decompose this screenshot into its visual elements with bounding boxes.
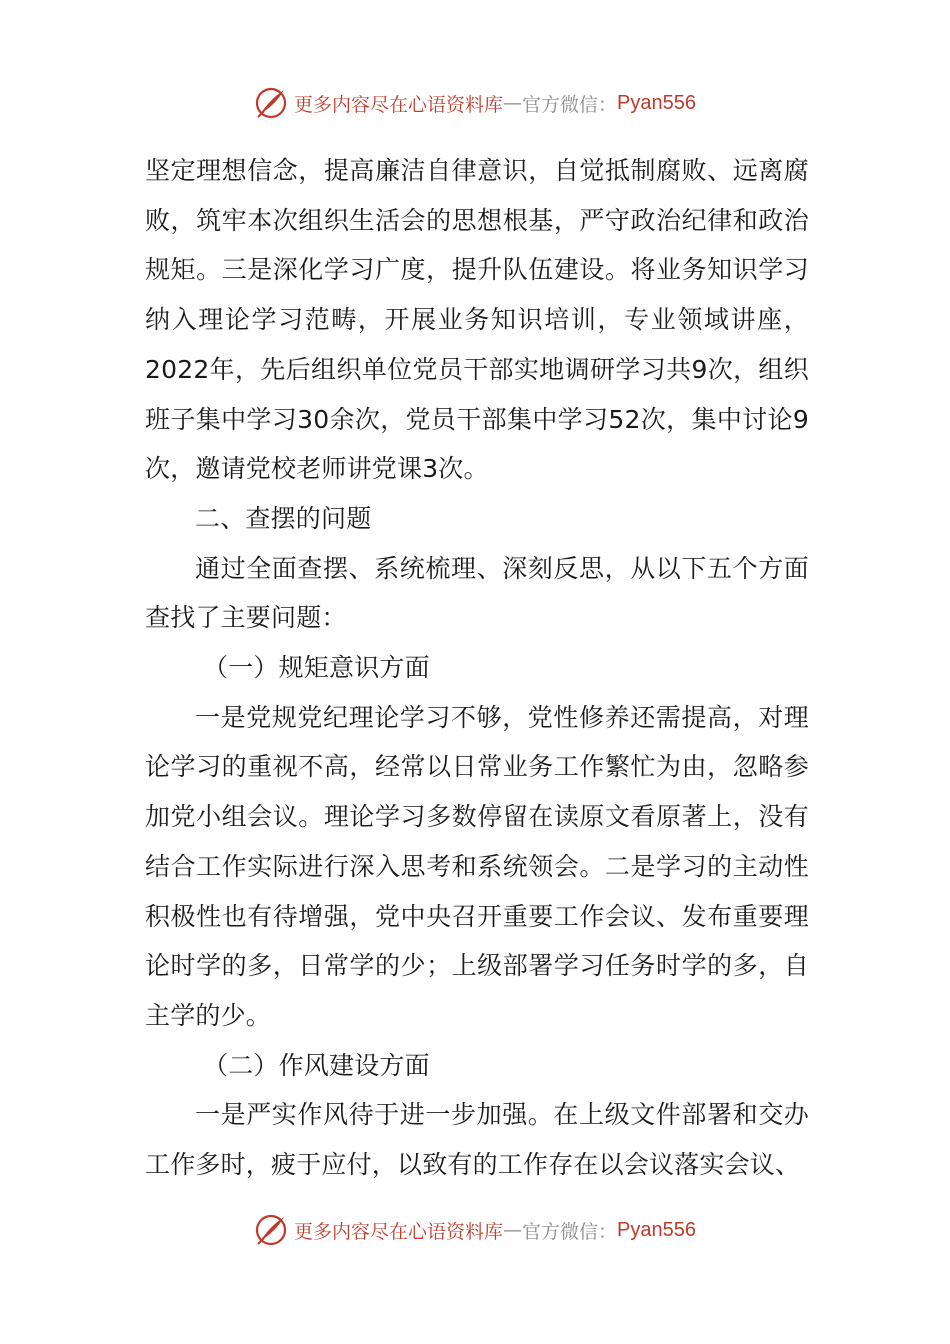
banner-wechat-id: Pyan556	[617, 91, 696, 114]
quill-pen-logo-icon	[254, 1213, 288, 1247]
section-heading-problems: 二、查摆的问题	[195, 503, 372, 533]
banner-wechat-label: 官方微信：	[522, 93, 618, 116]
subsection-heading-style: （二）作风建设方面	[203, 1050, 430, 1080]
banner-wechat-label: 官方微信：	[522, 1220, 618, 1243]
banner-separator: —	[503, 92, 523, 114]
quill-pen-logo-icon	[254, 86, 288, 120]
paragraph-intro: 通过全面查摆、系统梳理、深刻反思，从以下五个方面查找了主要问题：	[145, 553, 809, 633]
paragraph-rules: 一是党规党纪理论学习不够，党性修养还需提高，对理论学习的重视不高，经常以日常业务工作繁忙为由，忽略参加党小组会议。理论学习多数停留在读原文看原著上，没有结合工作实际进行深入思考和系统领会。二是学习的主动性积极性也有待增强，党中央召开重要工作会议、发布重要理论时学的多，日常学的少；上级部署学习任务时学的多，自主学的少。	[145, 702, 809, 1030]
document-body	[145, 146, 809, 1190]
banner-text: 更多内容尽在心语资料库	[294, 93, 504, 116]
paragraph-continuation: 坚定理想信念，提高廉洁自律意识，自觉抵制腐败、远离腐败，筑牢本次组织生活会的思想根基，严守政治纪律和政治规矩。三是深化学习广度，提升队伍建设。将业务知识学习纳入理论学习范畴，开展业务知识培训，专业领域讲座，2022年，先后组织单位党员干部实地调研学习共9次，组织班子集中学习30余次，党员干部集中学习52次，集中讨论9次，邀请党校老师讲党课3次。	[145, 156, 809, 484]
subsection-heading-rules: （一）规矩意识方面	[203, 653, 430, 683]
banner-separator: —	[503, 1219, 523, 1241]
header-banner	[0, 83, 950, 123]
banner-wechat-id: Pyan556	[617, 1218, 696, 1241]
paragraph-style: 一是严实作风待于进一步加强。在上级文件部署和交办工作多时，疲于应付，以致有的工作存在以会议落实会议、	[145, 1100, 809, 1180]
banner-text: 更多内容尽在心语资料库	[294, 1220, 504, 1243]
footer-banner	[0, 1210, 950, 1250]
